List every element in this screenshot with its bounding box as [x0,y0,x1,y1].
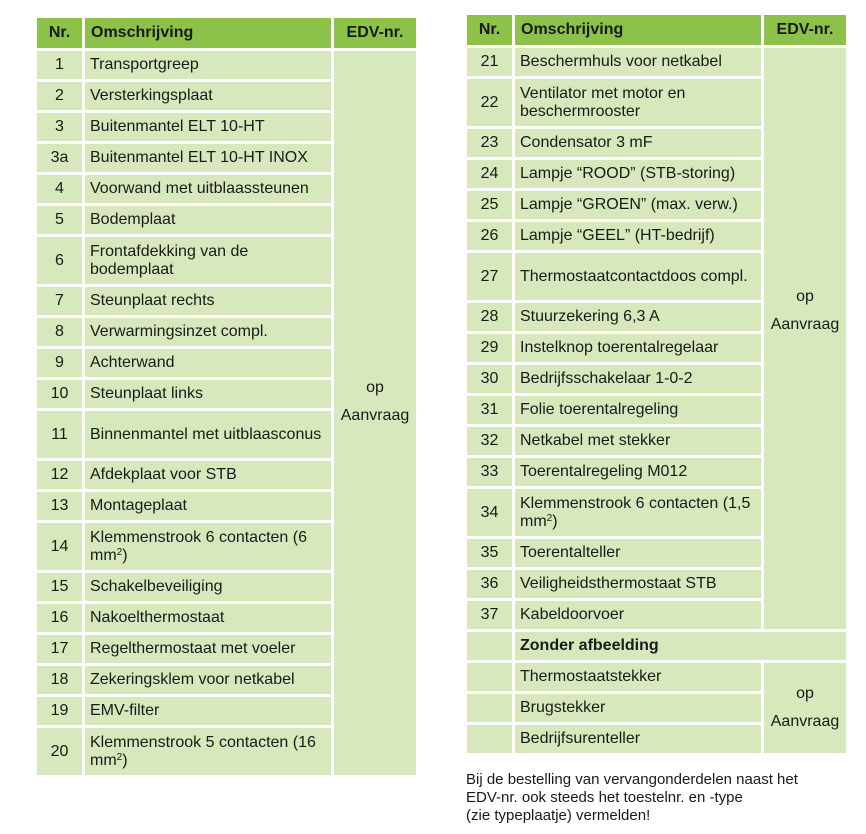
header-nr: Nr. [37,18,82,48]
part-description: Montageplaat [85,492,331,520]
part-description: Instelknop toerentalregelaar [515,334,761,362]
part-number: 21 [467,48,512,76]
part-description: Voorwand met uitblaassteunen [85,175,331,203]
part-number: 16 [37,604,82,632]
part-number: 5 [37,206,82,234]
part-number: 33 [467,458,512,486]
edv-cell [334,51,416,775]
part-number: 9 [37,349,82,377]
part-description: Binnenmantel met uitblaasconus [85,411,331,458]
parts-table-left [34,15,419,778]
part-number: 19 [37,697,82,725]
header-edv-nr: EDV-nr. [334,18,416,48]
part-number: 35 [467,539,512,567]
part-description: Lampje “GEEL” (HT-bedrijf) [515,222,761,250]
part-number: 4 [37,175,82,203]
part-number: 24 [467,160,512,188]
part-description: Steunplaat links [85,380,331,408]
note-line: EDV-nr. ook steeds het toestelnr. en -type [466,789,743,806]
part-number: 2 [37,82,82,110]
part-number: 27 [467,253,512,300]
part-description: Verwarmingsinzet compl. [85,318,331,346]
edv-value-line1: op [796,685,814,702]
superscript: 2 [116,751,123,763]
header-edv-nr: EDV-nr. [764,15,846,45]
part-description: Lampje “GROEN” (max. verw.) [515,191,761,219]
part-number: 20 [37,728,82,775]
part-description: Toerentalteller [515,539,761,567]
part-description: Nakoelthermostaat [85,604,331,632]
part-number: 14 [37,523,82,570]
part-description: Toerentalregeling M012 [515,458,761,486]
edv-cell [764,663,846,753]
part-description-tail: ) [122,546,128,564]
edv-value-line2: Aanvraag [770,315,840,333]
part-description: Bodemplaat [85,206,331,234]
part-number: 17 [37,635,82,663]
table-header-row [467,15,846,45]
part-number: 30 [467,365,512,393]
edv-value-line1: op [796,287,814,305]
part-description: Steunplaat rechts [85,287,331,315]
part-number: 36 [467,570,512,598]
part-description: Achterwand [85,349,331,377]
part-description: Stuurzekering 6,3 A [515,303,761,331]
ordering-note [466,771,856,825]
edv-cell [764,48,846,629]
section-row [467,632,846,660]
part-description: Schakelbeveiliging [85,573,331,601]
part-number: 3 [37,113,82,141]
part-description: Zekeringsklem voor netkabel [85,666,331,694]
parts-table-right [464,12,849,756]
part-description: Frontafdekking van de bodemplaat [85,237,331,284]
part-description [85,523,331,570]
part-description: Thermostaatcontactdoos compl. [515,253,761,300]
part-description: Brugstekker [515,694,761,722]
part-number: 15 [37,573,82,601]
part-description: EMV-filter [85,697,331,725]
part-number: 11 [37,411,82,458]
empty-cell [467,725,512,753]
part-description-tail: ) [552,512,558,530]
part-description: Transportgreep [85,51,331,79]
edv-value-line2: Aanvraag [340,407,410,424]
part-number: 22 [467,79,512,126]
note-line: Bij de bestelling van vervangonderdelen naast het [466,771,798,788]
part-number: 25 [467,191,512,219]
empty-cell [467,632,512,660]
part-description: Kabeldoorvoer [515,601,761,629]
part-number: 18 [37,666,82,694]
part-description: Condensator 3 mF [515,129,761,157]
part-number: 31 [467,396,512,424]
part-number: 28 [467,303,512,331]
part-description-tail: ) [122,751,128,769]
header-omschrijving: Omschrijving [85,18,331,48]
part-number: 29 [467,334,512,362]
part-number: 26 [467,222,512,250]
part-description: Bedrijfsschakelaar 1-0-2 [515,365,761,393]
part-description: Lampje “ROOD” (STB-storing) [515,160,761,188]
part-number: 8 [37,318,82,346]
table-row [467,663,846,691]
part-description: Afdekplaat voor STB [85,461,331,489]
edv-value-line2: Aanvraag [770,713,840,730]
header-omschrijving: Omschrijving [515,15,761,45]
superscript: 2 [116,546,123,558]
part-description: Buitenmantel ELT 10-HT [85,113,331,141]
part-description-text: Klemmenstrook 6 contacten (1,5 mm [520,494,751,530]
table-row [37,51,416,79]
part-description: Bedrijfsurenteller [515,725,761,753]
part-description-text: Klemmenstrook 5 contacten (16 mm [90,733,316,769]
header-nr: Nr. [467,15,512,45]
empty-cell [467,694,512,722]
part-description: Beschermhuls voor netkabel [515,48,761,76]
part-number: 3a [37,144,82,172]
part-description [515,489,761,536]
part-number: 12 [37,461,82,489]
part-number: 1 [37,51,82,79]
part-number: 13 [37,492,82,520]
part-description: Ventilator met motor en beschermrooster [515,79,761,126]
part-number: 34 [467,489,512,536]
part-number: 6 [37,237,82,284]
part-number: 23 [467,129,512,157]
note-line: (zie typeplaatje) vermelden! [466,807,651,824]
table-row [467,48,846,76]
part-number: 7 [37,287,82,315]
part-number: 37 [467,601,512,629]
part-description: Folie toerentalregeling [515,396,761,424]
part-description [85,728,331,775]
part-description: Thermostaatstekker [515,663,761,691]
table-header-row [37,18,416,48]
part-description: Regelthermostaat met voeler [85,635,331,663]
part-description-text: Klemmenstrook 6 contacten (6 mm [90,528,307,564]
empty-cell [467,663,512,691]
section-title: Zonder afbeelding [515,632,846,660]
part-number: 32 [467,427,512,455]
part-description: Veiligheidsthermostaat STB [515,570,761,598]
edv-value-line1: op [366,379,384,396]
part-description: Netkabel met stekker [515,427,761,455]
superscript: 2 [546,512,553,524]
part-description: Versterkingsplaat [85,82,331,110]
part-number: 10 [37,380,82,408]
part-description: Buitenmantel ELT 10-HT INOX [85,144,331,172]
